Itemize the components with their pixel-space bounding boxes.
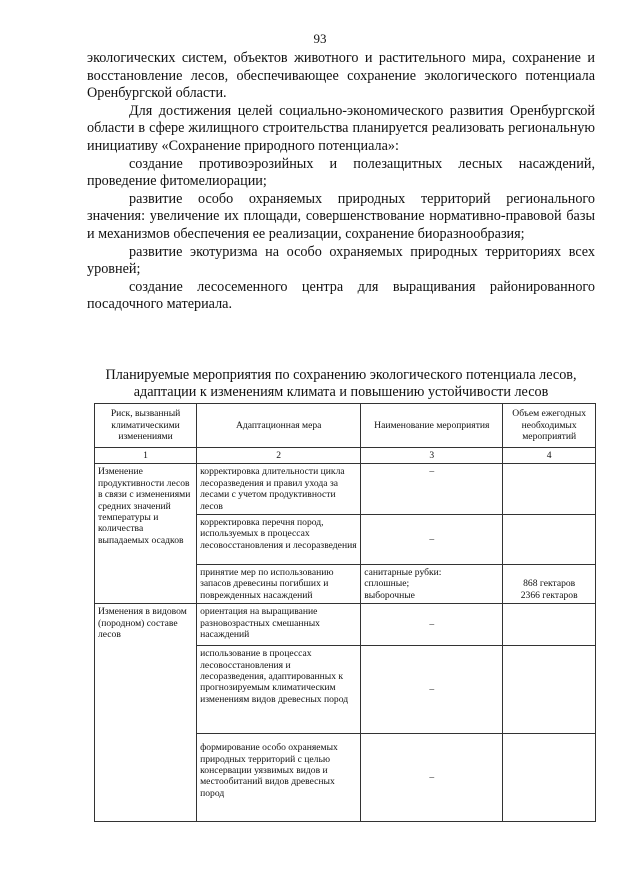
paragraph: развитие особо охраняемых природных территорий регионального значения: увеличение их площади, совершенствование нормативно-правовой базы и механизмов обеспечения ее реализации, сохранение биоразнообразия; bbox=[87, 190, 595, 242]
volume-line: 868 гектаров bbox=[523, 578, 576, 590]
column-number-row bbox=[95, 448, 596, 464]
page-number: 93 bbox=[313, 31, 327, 46]
measure-cell: формирование особо охраняемых природных территорий с целью консервации уязвимых видов и местообитаний видов древесных пород bbox=[197, 734, 361, 822]
measure-cell: корректировка перечня пород, используемых в процессах лесовосстановления и лесоразведения bbox=[197, 515, 361, 565]
event-cell: – bbox=[361, 604, 503, 646]
paragraph: экологических систем, объектов животного и растительного мира, сохранение и восстановление лесов, обеспечивающее сохранение экологического потенциала Оренбургской области. bbox=[87, 50, 595, 102]
column-number: 2 bbox=[197, 448, 361, 464]
body-text bbox=[87, 50, 595, 314]
risk-cell: Изменение продуктивности лесов в связи с изменениями средних значений температуры и количества выпадаемых осадков bbox=[95, 464, 197, 604]
event-line: санитарные рубки: bbox=[364, 567, 442, 579]
paragraph: создание противоэрозийных и полезащитных лесных насаждений, проведение фитомелиорации; bbox=[87, 155, 595, 190]
risk-cell: Изменения в видовом (породном) составе лесов bbox=[95, 604, 197, 822]
volume-cell bbox=[503, 464, 596, 515]
measure-cell: использование в процессах лесовосстановления и лесоразведения, адаптированных к прогнозируемым климатическим изменениям видов древесных пород bbox=[197, 646, 361, 734]
column-header-measure: Адаптационная мера bbox=[197, 404, 361, 448]
measure-cell: принятие мер по использованию запасов древесины погибших и поврежденных насаждений bbox=[197, 565, 361, 604]
volume-line bbox=[506, 567, 592, 578]
volume-cell bbox=[503, 646, 596, 734]
event-line: сплошные; bbox=[364, 578, 410, 590]
column-number: 3 bbox=[361, 448, 503, 464]
event-cell: – bbox=[361, 515, 503, 565]
paragraph: развитие экотуризма на особо охраняемых природных территориях всех уровней; bbox=[87, 243, 595, 278]
event-cell: – bbox=[361, 734, 503, 822]
volume-cell bbox=[503, 565, 596, 604]
column-header-risk: Риск, вызванный климатическими изменениями bbox=[95, 404, 197, 448]
volume-cell bbox=[503, 604, 596, 646]
volume-cell bbox=[503, 734, 596, 822]
event-cell: – bbox=[361, 646, 503, 734]
table-row bbox=[95, 604, 596, 646]
paragraph: Для достижения целей социально-экономического развития Оренбургской области в сфере жилищного строительства планируется реализовать региональную инициативу «Сохранение природного потенциала»: bbox=[87, 102, 595, 154]
event-cell bbox=[361, 565, 503, 604]
volume-line: 2366 гектаров bbox=[520, 589, 578, 601]
measures-table bbox=[94, 403, 596, 822]
table-header-row bbox=[95, 404, 596, 448]
table-title: Планируемые мероприятия по сохранению экологического потенциала лесов, адаптации к изменениям климата и повышению устойчивости лесов bbox=[105, 367, 577, 400]
column-number: 4 bbox=[503, 448, 596, 464]
measure-cell: корректировка длительности цикла лесоразведения и правил ухода за лесами с учетом продуктивности лесов bbox=[197, 464, 361, 515]
column-header-volume: Объем ежегодных необходимых мероприятий bbox=[503, 404, 596, 448]
volume-cell bbox=[503, 515, 596, 565]
event-cell: – bbox=[361, 464, 503, 515]
column-header-event: Наименование мероприятия bbox=[361, 404, 503, 448]
event-line: выборочные bbox=[364, 589, 415, 601]
measure-cell: ориентация на выращивание разновозрастных смешанных насаждений bbox=[197, 604, 361, 646]
table-row bbox=[95, 464, 596, 515]
paragraph: создание лесосеменного центра для выращивания районированного посадочного материала. bbox=[87, 278, 595, 313]
column-number: 1 bbox=[95, 448, 197, 464]
